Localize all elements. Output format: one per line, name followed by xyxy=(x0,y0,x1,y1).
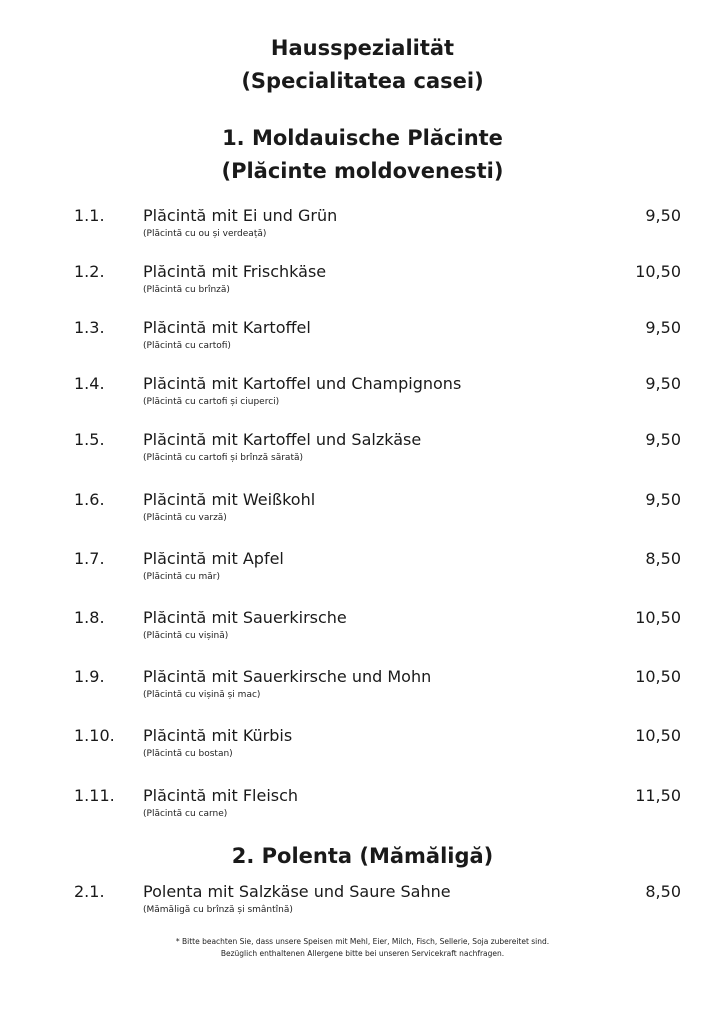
item-price: 9,50 xyxy=(645,490,681,509)
item-number: 1.11. xyxy=(74,786,115,805)
item-translation: (Plăcintă cu măr) xyxy=(143,572,221,582)
item-price: 9,50 xyxy=(645,374,681,393)
item-price: 10,50 xyxy=(635,262,681,281)
item-translation: (Plăcintă cu cartofi și brînză sărată) xyxy=(143,453,303,463)
allergen-note-line-2: Bezüglich enthaltenen Allergene bitte bei unseren Servicekraft nachfragen. xyxy=(220,949,505,958)
section-heading: 2. Polenta (Mămăligă) xyxy=(231,844,494,868)
menu-item xyxy=(0,428,725,478)
menu-item xyxy=(0,880,725,930)
item-price: 8,50 xyxy=(645,882,681,901)
item-translation: (Plăcintă cu cartofi) xyxy=(143,341,231,351)
item-translation: (Plăcintă cu carne) xyxy=(143,809,228,819)
item-price: 8,50 xyxy=(645,549,681,568)
item-name: Plăcintă mit Kürbis xyxy=(143,726,293,745)
menu-item xyxy=(0,204,725,254)
menu-item xyxy=(0,547,725,597)
item-name: Polenta mit Salzkäse und Saure Sahne xyxy=(143,882,451,901)
item-number: 1.1. xyxy=(74,206,105,225)
item-number: 1.9. xyxy=(74,667,105,686)
section-heading: 1. Moldauische Plăcinte xyxy=(222,126,503,150)
item-name: Plăcintă mit Frischkäse xyxy=(143,262,327,281)
menu-item xyxy=(0,488,725,538)
item-translation: (Plăcintă cu ou și verdeață) xyxy=(143,229,267,239)
item-price: 11,50 xyxy=(635,786,681,805)
menu-item xyxy=(0,372,725,422)
item-name: Plăcintă mit Sauerkirsche und Mohn xyxy=(143,667,432,686)
allergen-note-line-1: * Bitte beachten Sie, dass unsere Speisen mit Mehl, Eier, Milch, Fisch, Sellerie, Soja zubereitet sind. xyxy=(175,937,550,946)
item-translation: (Mămăligă cu brînză și smântînă) xyxy=(143,905,293,915)
item-number: 1.5. xyxy=(74,430,105,449)
menu-item xyxy=(0,784,725,834)
item-translation: (Plăcintă cu bostan) xyxy=(143,749,233,759)
menu-item xyxy=(0,260,725,310)
item-price: 9,50 xyxy=(645,430,681,449)
item-name: Plăcintă mit Apfel xyxy=(143,549,284,568)
item-number: 1.10. xyxy=(74,726,115,745)
item-price: 10,50 xyxy=(635,608,681,627)
item-price: 10,50 xyxy=(635,726,681,745)
section-subheading: (Plăcinte moldovenesti) xyxy=(221,159,504,183)
item-name: Plăcintă mit Kartoffel xyxy=(143,318,311,337)
item-number: 1.2. xyxy=(74,262,105,281)
item-number: 1.3. xyxy=(74,318,105,337)
item-name: Plăcintă mit Kartoffel und Champignons xyxy=(143,374,462,393)
menu-item xyxy=(0,724,725,774)
item-translation: (Plăcintă cu brînză) xyxy=(143,285,230,295)
item-number: 1.6. xyxy=(74,490,105,509)
item-name: Plăcintă mit Sauerkirsche xyxy=(143,608,347,627)
item-price: 10,50 xyxy=(635,667,681,686)
page-title: Hausspezialität xyxy=(270,36,455,60)
item-name: Plăcintă mit Kartoffel und Salzkäse xyxy=(143,430,422,449)
item-translation: (Plăcintă cu vișină) xyxy=(143,631,229,641)
item-name: Plăcintă mit Fleisch xyxy=(143,786,299,805)
page-subtitle: (Specialitatea casei) xyxy=(241,69,484,93)
menu-item xyxy=(0,316,725,366)
item-translation: (Plăcintă cu varză) xyxy=(143,513,227,523)
item-name: Plăcintă mit Weißkohl xyxy=(143,490,316,509)
menu-item xyxy=(0,606,725,656)
item-price: 9,50 xyxy=(645,206,681,225)
item-translation: (Plăcintă cu cartofi și ciuperci) xyxy=(143,397,280,407)
menu-item xyxy=(0,665,725,715)
item-number: 2.1. xyxy=(74,882,105,901)
item-price: 9,50 xyxy=(645,318,681,337)
item-number: 1.7. xyxy=(74,549,105,568)
item-number: 1.4. xyxy=(74,374,105,393)
item-name: Plăcintă mit Ei und Grün xyxy=(143,206,338,225)
item-translation: (Plăcintă cu vișină și mac) xyxy=(143,690,261,700)
item-number: 1.8. xyxy=(74,608,105,627)
